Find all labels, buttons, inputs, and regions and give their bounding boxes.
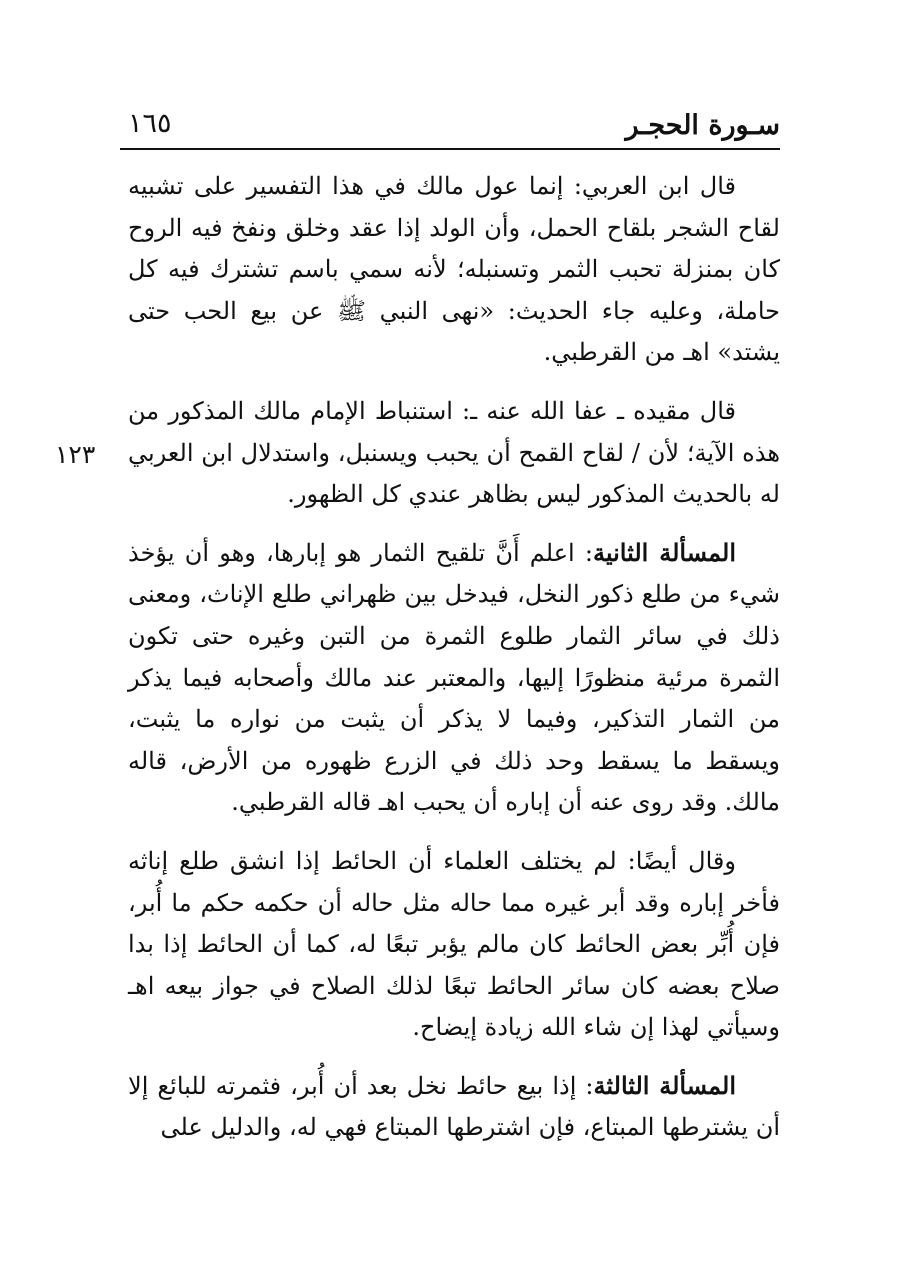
- body-text: [128, 165, 780, 1149]
- paragraph-author-comment: [128, 390, 780, 516]
- paragraph-ibn-al-arabi: [128, 165, 780, 374]
- paragraph-text: قال مقيده ـ عفا الله عنه ـ: استنباط الإمام مالك المذكور من هذه الآية؛ لأن / لقاح القمح أن يحبب ويسنبل، واستدلال ابن العربي له بالحديث المذكور ليس بظاهر عندي كل الظهور.: [128, 396, 780, 509]
- running-header: [120, 108, 780, 148]
- paragraph-lead: المسألة الثانية: [593, 537, 737, 567]
- header-rule: [120, 148, 780, 150]
- paragraph-also-said: [128, 840, 780, 1049]
- paragraph-lead: المسألة الثالثة: [593, 1070, 736, 1100]
- margin-reference-number: ١٢٣: [55, 440, 96, 469]
- paragraph-second-issue: [128, 532, 780, 824]
- surah-title: سـورة الحجـر: [625, 110, 780, 141]
- paragraph-third-issue: [128, 1065, 780, 1149]
- paragraph-text: وقال أيضًا: لم يختلف العلماء أن الحائط إذا انشق طلع إناثه فأخر إباره وقد أبر غيره مما حاله مثل حاله أن حكمه حكم ما أُبر، فإن أُبِّر بعض الحائط كان مالم يؤبر تبعًا له، كما أن الحائط إذا بدا صلاح بعضه كان سائر الحائط تبعًا لذلك الصلاح في جواز بيعه اهـ وسيأتي لهذا إن شاء الله زيادة إيضاح.: [128, 846, 780, 1042]
- paragraph-text: : اعلم أَنَّ تلقيح الثمار هو إبارها، وهو أن يؤخذ شيء من طلع ذكور النخل، فيدخل بين ظهراني طلع الإناث، ومعنى ذلك في سائر الثمار طلوع الثمرة من التبن وغيره حتى تكون الثمرة مرئية منظورًا إليها، والمعتبر عند مالك وأصحابه فيما يذكر من الثمار التذكير، وفيما لا يذكر أن يثبت من نواره ما يثبت، ويسقط ما يسقط وحد ذلك في الزرع ظهوره من الأرض، قاله مالك. وقد روى عنه أن إباره أن يحبب اهـ قاله القرطبي.: [128, 538, 780, 817]
- paragraph-text: : إذا بيع حائط نخل بعد أن أُبر، فثمرته للبائع إلا أن يشترطها المبتاع، فإن اشترطها المبتاع فهي له، والدليل على: [128, 1071, 780, 1142]
- paragraph-text: قال ابن العربي: إنما عول مالك في هذا التفسير على تشبيه لقاح الشجر بلقاح الحمل، وأن الولد إذا عقد وخلق ونفخ فيه الروح كان بمنزلة تحبب الثمر وتسنبله؛ لأنه سمي باسم تشترك فيه كل حاملة، وعليه جاء الحديث: «نهى النبي ﷺ عن بيع الحب حتى يشتد» اهـ من القرطبي.: [128, 172, 780, 367]
- page-number: ١٦٥: [128, 108, 172, 139]
